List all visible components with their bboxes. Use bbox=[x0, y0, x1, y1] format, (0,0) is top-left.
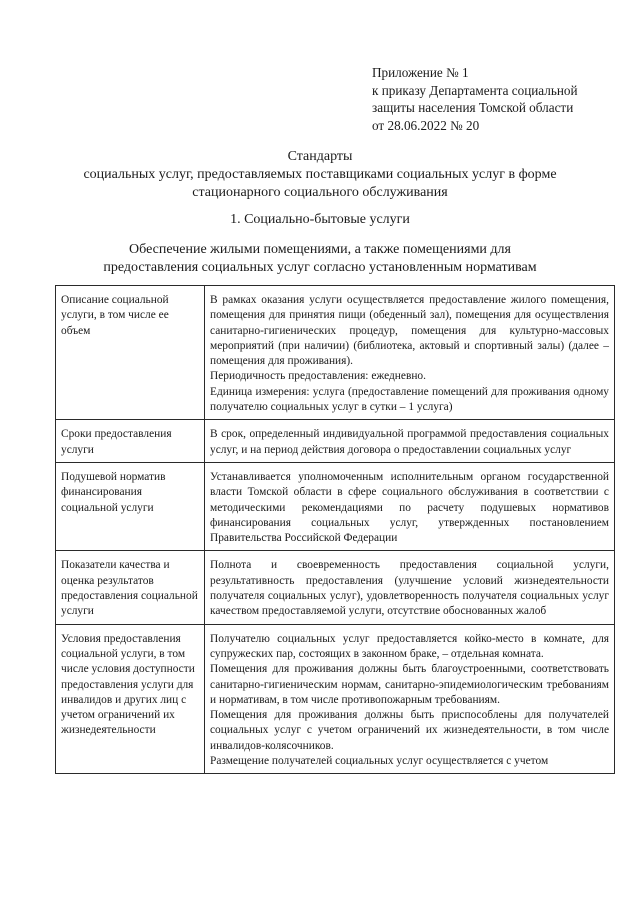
appendix-line: Приложение № 1 bbox=[372, 65, 469, 80]
paragraph: Устанавливается уполномоченным исполнительным органом государственной власти Томской области в сфере социального обслуживания в соответствии с методическими рекомендациями по расчету подушевых нормативов финансирования социальных услуг, утвержденных постановлением Правительства Российской Федерации bbox=[210, 470, 609, 545]
paragraph: Единица измерения: услуга (предоставление помещений для проживания одному получателю социальных услуг в сутки – 1 услуга) bbox=[210, 385, 609, 414]
row-label: Условия предоставления социальной услуги, в том числе условия доступности предоставления услуги для инвалидов и других лиц с учетом ограничений их жизнедеятельности bbox=[56, 624, 205, 774]
appendix-block bbox=[372, 64, 632, 134]
table-row bbox=[56, 286, 615, 420]
document-title-line: стационарного социального обслуживания bbox=[192, 185, 448, 200]
appendix-line: защиты населения Томской области bbox=[372, 100, 574, 115]
appendix-line: к приказу Департамента социальной bbox=[372, 82, 578, 98]
table-row bbox=[56, 462, 615, 550]
appendix-line: от 28.06.2022 № 20 bbox=[372, 117, 480, 133]
subsection-title: Обеспечение жилыми помещениями, а также помещениями для bbox=[129, 242, 511, 257]
subsection-title-line: предоставления социальных услуг согласно установленным нормативам bbox=[103, 260, 537, 275]
table-row bbox=[56, 551, 615, 624]
table-row bbox=[56, 624, 615, 774]
standard-table bbox=[55, 285, 615, 774]
row-label: Сроки предоставления услуги bbox=[56, 420, 205, 463]
paragraph: Помещения для проживания должны быть приспособлены для получателей социальных услуг с учетом ограничений их жизнедеятельности, в том числе инвалидов-колясочников. bbox=[210, 709, 609, 752]
table-row bbox=[56, 420, 615, 463]
paragraph: Периодичность предоставления: ежедневно. bbox=[210, 370, 426, 383]
row-label: Показатели качества и оценка результатов предоставления социальной услуги bbox=[56, 551, 205, 624]
row-value bbox=[205, 420, 615, 463]
row-value bbox=[205, 286, 615, 420]
document-title-line: социальных услуг, предоставляемых поставщиками социальных услуг в форме bbox=[83, 167, 557, 182]
document-title: Стандарты bbox=[287, 149, 353, 164]
paragraph: Получателю социальных услуг предоставляется койко-место в комнате, для супружеских пар, состоящих в законном браке, – отдельная комната. bbox=[210, 632, 609, 660]
section-heading: 1. Социально-бытовые услуги bbox=[230, 212, 410, 227]
row-value bbox=[205, 462, 615, 550]
row-value bbox=[205, 551, 615, 624]
paragraph: Размещение получателей социальных услуг осуществляется с учетом bbox=[210, 755, 549, 768]
paragraph: Полнота и своевременность предоставления социальной услуги, результативность предоставления (улучшение условий жизнедеятельности получателя социальных услуг), удовлетворенность получателя социальных услуг качеством предоставляемой услуги, отсутствие обоснованных жалоб bbox=[210, 559, 609, 618]
row-value bbox=[205, 624, 615, 774]
row-label: Описание социальной услуги, в том числе ее объем bbox=[56, 286, 205, 420]
paragraph: В рамках оказания услуги осуществляется предоставление жилого помещения, помещения для принятия пищи (обеденный зал), помещения для осуществления санитарно-гигиенических процедур, помещения для культурно-массовых мероприятий (при наличии) (библиотека, актовый и спортивный залы) (далее – помещения для проживания). bbox=[210, 294, 609, 368]
row-label: Подушевой норматив финансирования социальной услуги bbox=[56, 462, 205, 550]
paragraph: Помещения для проживания должны быть благоустроенными, соответствовать санитарно-гигиеническим нормам, санитарно-эпидемиологическим требованиям и нормативам, в том числе противопожарным требованиям. bbox=[210, 663, 609, 706]
paragraph: В срок, определенный индивидуальной программой предоставления социальных услуг, и на период действия договора о предоставлении социальных услуг bbox=[210, 428, 609, 456]
